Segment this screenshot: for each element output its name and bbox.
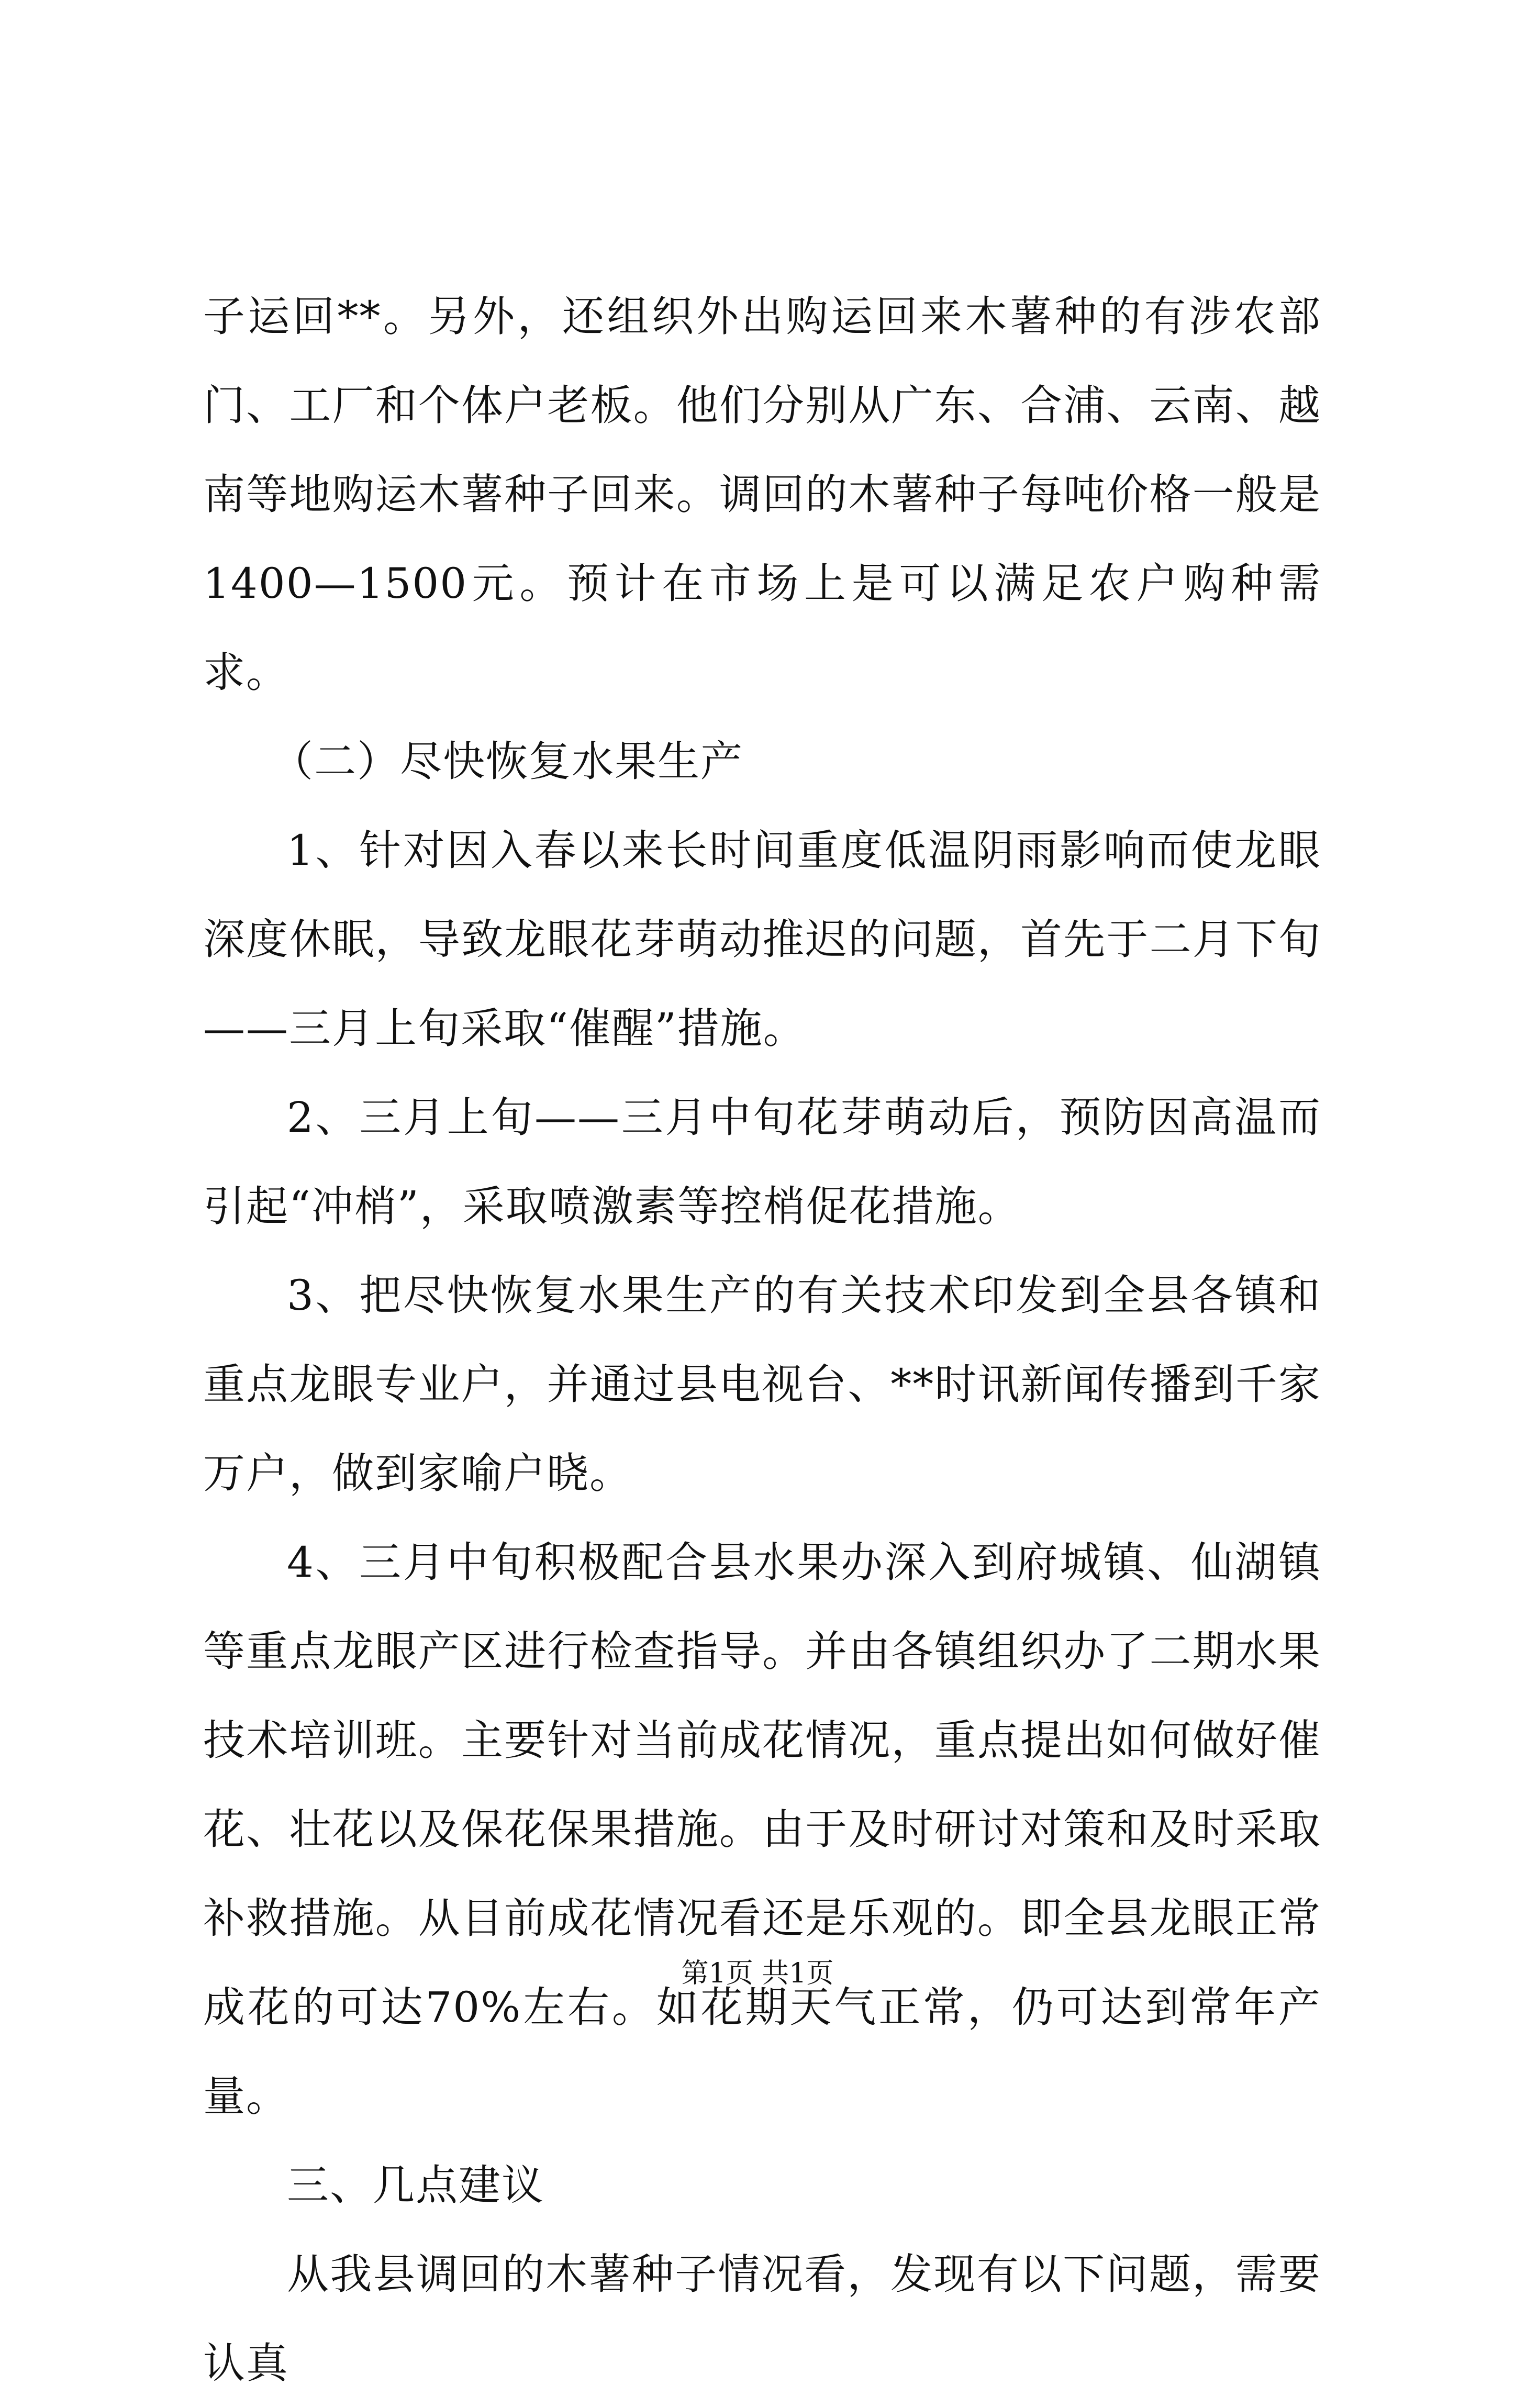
paragraph-continuation: 子运回**。另外，还组织外出购运回来木薯种的有涉农部门、工厂和个体户老板。他们分别从广东、合浦、云南、越南等地购运木薯种子回来。调回的木薯种子每吨价格一般是1400—1500元。预计在市场上是可以满足农户购种需求。 [203,292,1321,697]
page-footer: 第1页 共1页 [681,1958,834,1989]
section-heading-suggestions: 三、几点建议 [287,2161,544,2210]
paragraph-item-4: 4、三月中旬积极配合县水果办深入到府城镇、仙湖镇等重点龙眼产区进行检查指导。并由各镇组织办了二期水果技术培训班。主要针对当前成花情况，重点提出如何做好催花、壮花以及保花保果措施。由于及时研讨对策和及时采取补救措施。从目前成花情况看还是乐观的。即全县龙眼正常成花的可达70%左右。如花期天气正常，仍可达到常年产量。 [203,1538,1321,2121]
paragraph-item-1: 1、针对因入春以来长时间重度低温阴雨影响而使龙眼深度休眠，导致龙眼花芽萌动推迟的问题，首先于二月下旬——三月上旬采取“催醒”措施。 [203,826,1321,1053]
section-heading-fruit-production: （二）尽快恢复水果生产 [271,737,743,786]
paragraph-item-2: 2、三月上旬——三月中旬花芽萌动后，预防因高温而引起“冲梢”，采取喷激素等控梢促花措施。 [203,1093,1321,1231]
document-body [203,272,1321,2408]
paragraph-item-3: 3、把尽快恢复水果生产的有关技术印发到全县各镇和重点龙眼专业户，并通过县电视台、**时讯新闻传播到千家万户，做到家喻户晓。 [203,1271,1321,1498]
paragraph-suggestions-intro: 从我县调回的木薯种子情况看，发现有以下问题，需要认真 [203,2250,1321,2388]
